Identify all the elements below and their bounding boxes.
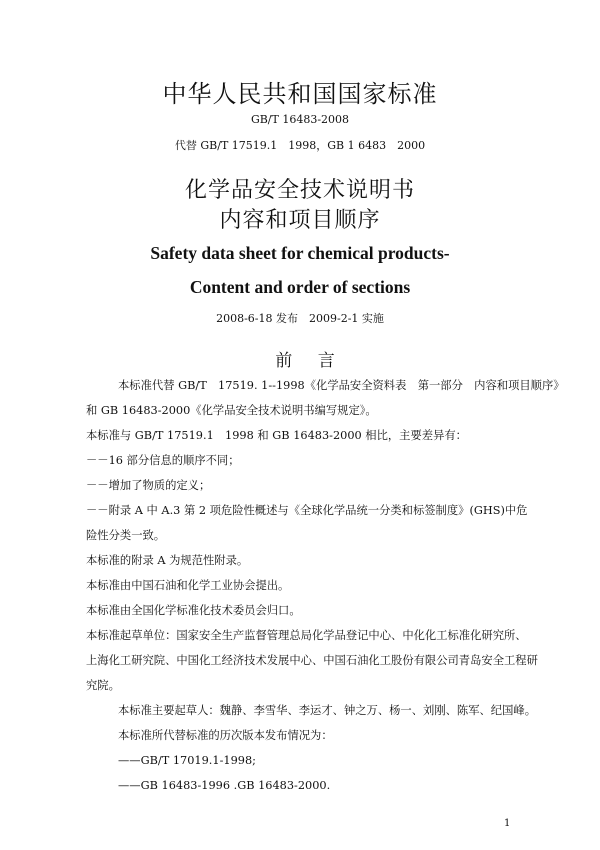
history-item: ——GB 16483-1996 .GB 16483-2000.	[118, 779, 331, 792]
paragraph-replaces: 本标准代替 GB/T 17519. 1--1998《化学品安全资料表 第一部分 内容和项目顺序》	[118, 379, 565, 392]
paragraph-drafting-units: 本标准起草单位：国家安全生产监督管理总局化学品登记中心、中化化工标准化研究所、	[86, 629, 527, 642]
standard-number: GB/T 16483-2008	[250, 113, 350, 126]
foreword-heading: 前 言	[275, 351, 345, 371]
history-item: ——GB/T 17019.1-1998;	[118, 754, 256, 767]
list-item: －－附录 A 中 A.3 第 2 项危险性概述与《全球化学品统一分类和标签制度》(GHS)中危	[86, 504, 528, 517]
english-title-line-1: Safety data sheet for chemical products-	[150, 243, 450, 263]
list-item: －－增加了物质的定义；	[86, 479, 211, 492]
list-item-continued: 险性分类一致。	[86, 529, 166, 542]
national-standard-heading: 中华人民共和国国家标准	[162, 80, 438, 108]
issue-implementation-dates: 2008-6-18 发布 2009-2-1 实施	[216, 312, 384, 325]
paragraph-annex: 本标准的附录 A 为规范性附录。	[86, 554, 249, 567]
chinese-title	[0, 176, 600, 236]
paragraph-drafting-units-end: 究院。	[86, 679, 120, 692]
paragraph-drafters: 本标准主要起草人：魏静、李雪华、李运才、钟之万、杨一、刘刚、陈军、纪国峰。	[118, 704, 536, 717]
paragraph-proposed-by: 本标准由中国石油和化学工业协会提出。	[86, 579, 290, 592]
paragraph-differences: 本标准与 GB/T 17519.1 1998 和 GB 16483-2000 相比，主要差异有：	[86, 429, 467, 442]
paragraph-technical-committee: 本标准由全国化学标准化技术委员会归口。	[86, 604, 301, 617]
chinese-title-line-1: 化学品安全技术说明书	[184, 178, 415, 203]
paragraph-replaces-continued: 和 GB 16483-2000《化学品安全技术说明书编写规定》。	[86, 404, 377, 417]
paragraph-history: 本标准所代替标准的历次版本发布情况为：	[118, 729, 333, 742]
replaces-standards: 代替 GB/T 17519.1 1998，GB 1 6483 2000	[174, 139, 426, 152]
english-title-line-2: Content and order of sections	[189, 277, 411, 297]
paragraph-drafting-units-continued: 上海化工研究院、中国化工经济技术发展中心、中国石油化工股份有限公司青岛安全工程研	[86, 654, 538, 667]
page-number: 1	[504, 818, 511, 829]
list-item: －－16 部分信息的顺序不同；	[86, 454, 240, 467]
chinese-title-line-2: 内容和项目顺序	[219, 208, 381, 233]
